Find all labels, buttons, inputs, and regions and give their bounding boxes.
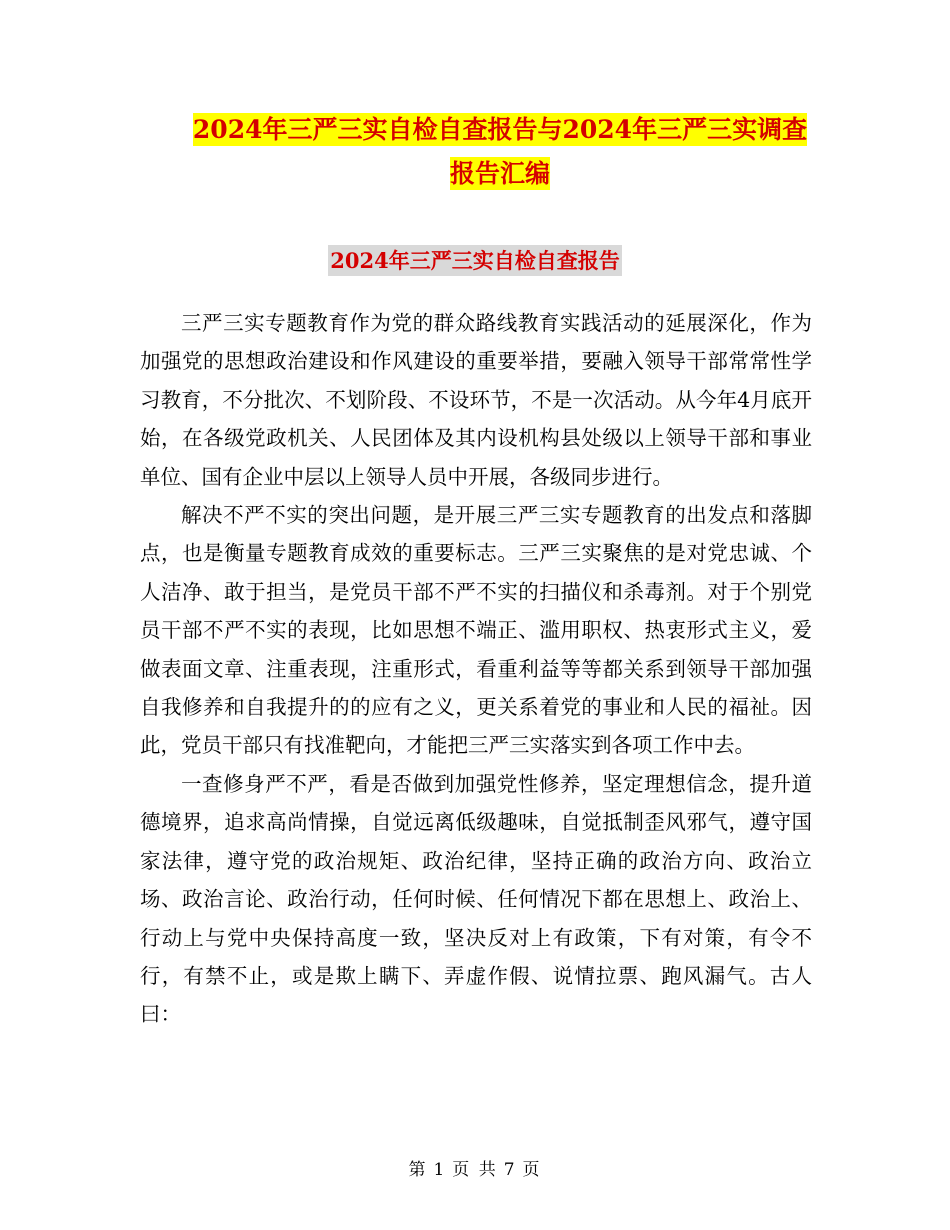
paragraph-2: 解决不严不实的突出问题，是开展三严三实专题教育的出发点和落脚点，也是衡量专题教育成效的重要标志。三严三实聚焦的是对党忠诚、个人洁净、敢于担当，是党员干部不严不实的扫描仪和杀毒剂。对于个别党员干部不严不实的表现，比如思想不端正、滥用职权、热衷形式主义，爱做表面文章、注重表现，注重形式，看重利益等等都关系到领导干部加强自我修养和自我提升的的应有之义，更关系着党的事业和人民的福祉。因此，党员干部只有找准靶向，才能把三严三实落实到各项工作中去。 (140, 503, 812, 758)
footer-prefix: 第 (408, 1160, 428, 1180)
section-title: 2024年三严三实自检自查报告 (140, 246, 810, 276)
document-body (140, 304, 812, 1034)
title-line-1: 2024年三严三实自检自查报告与2024年三严三实调查 (192, 115, 808, 144)
page-footer (0, 1155, 950, 1180)
paragraph-1: 三严三实专题教育作为党的群众路线教育实践活动的延展深化，作为加强党的思想政治建设和作风建设的重要举措，要融入领导干部常常性学习教育，不分批次、不划阶段、不设环节，不是一次活动。从今年4月底开始，在各级党政机关、人民团体及其内设机构县处级以上领导干部和事业单位、国有企业中层以上领导人员中开展，各级同步进行。 (140, 311, 812, 489)
page-total: 7 (503, 1160, 517, 1180)
footer-middle: 页 共 (452, 1160, 498, 1180)
page-number: 1 (433, 1160, 447, 1180)
footer-suffix: 页 (522, 1160, 542, 1180)
title-line-2: 报告汇编 (449, 159, 550, 188)
document-title (150, 108, 850, 196)
paragraph-3: 一查修身严不严，看是否做到加强党性修养，坚定理想信念，提升道德境界，追求高尚情操，自觉远离低级趣味，自觉抵制歪风邪气，遵守国家法律，遵守党的政治规矩、政治纪律，坚持正确的政治方向、政治立场、政治言论、政治行动，任何时候、任何情况下都在思想上、政治上、行动上与党中央保持高度一致，坚决反对上有政策，下有对策，有令不行，有禁不止，或是欺上瞒下、弄虚作假、说情拉票、跑风漏气。古人曰： (140, 771, 812, 1027)
